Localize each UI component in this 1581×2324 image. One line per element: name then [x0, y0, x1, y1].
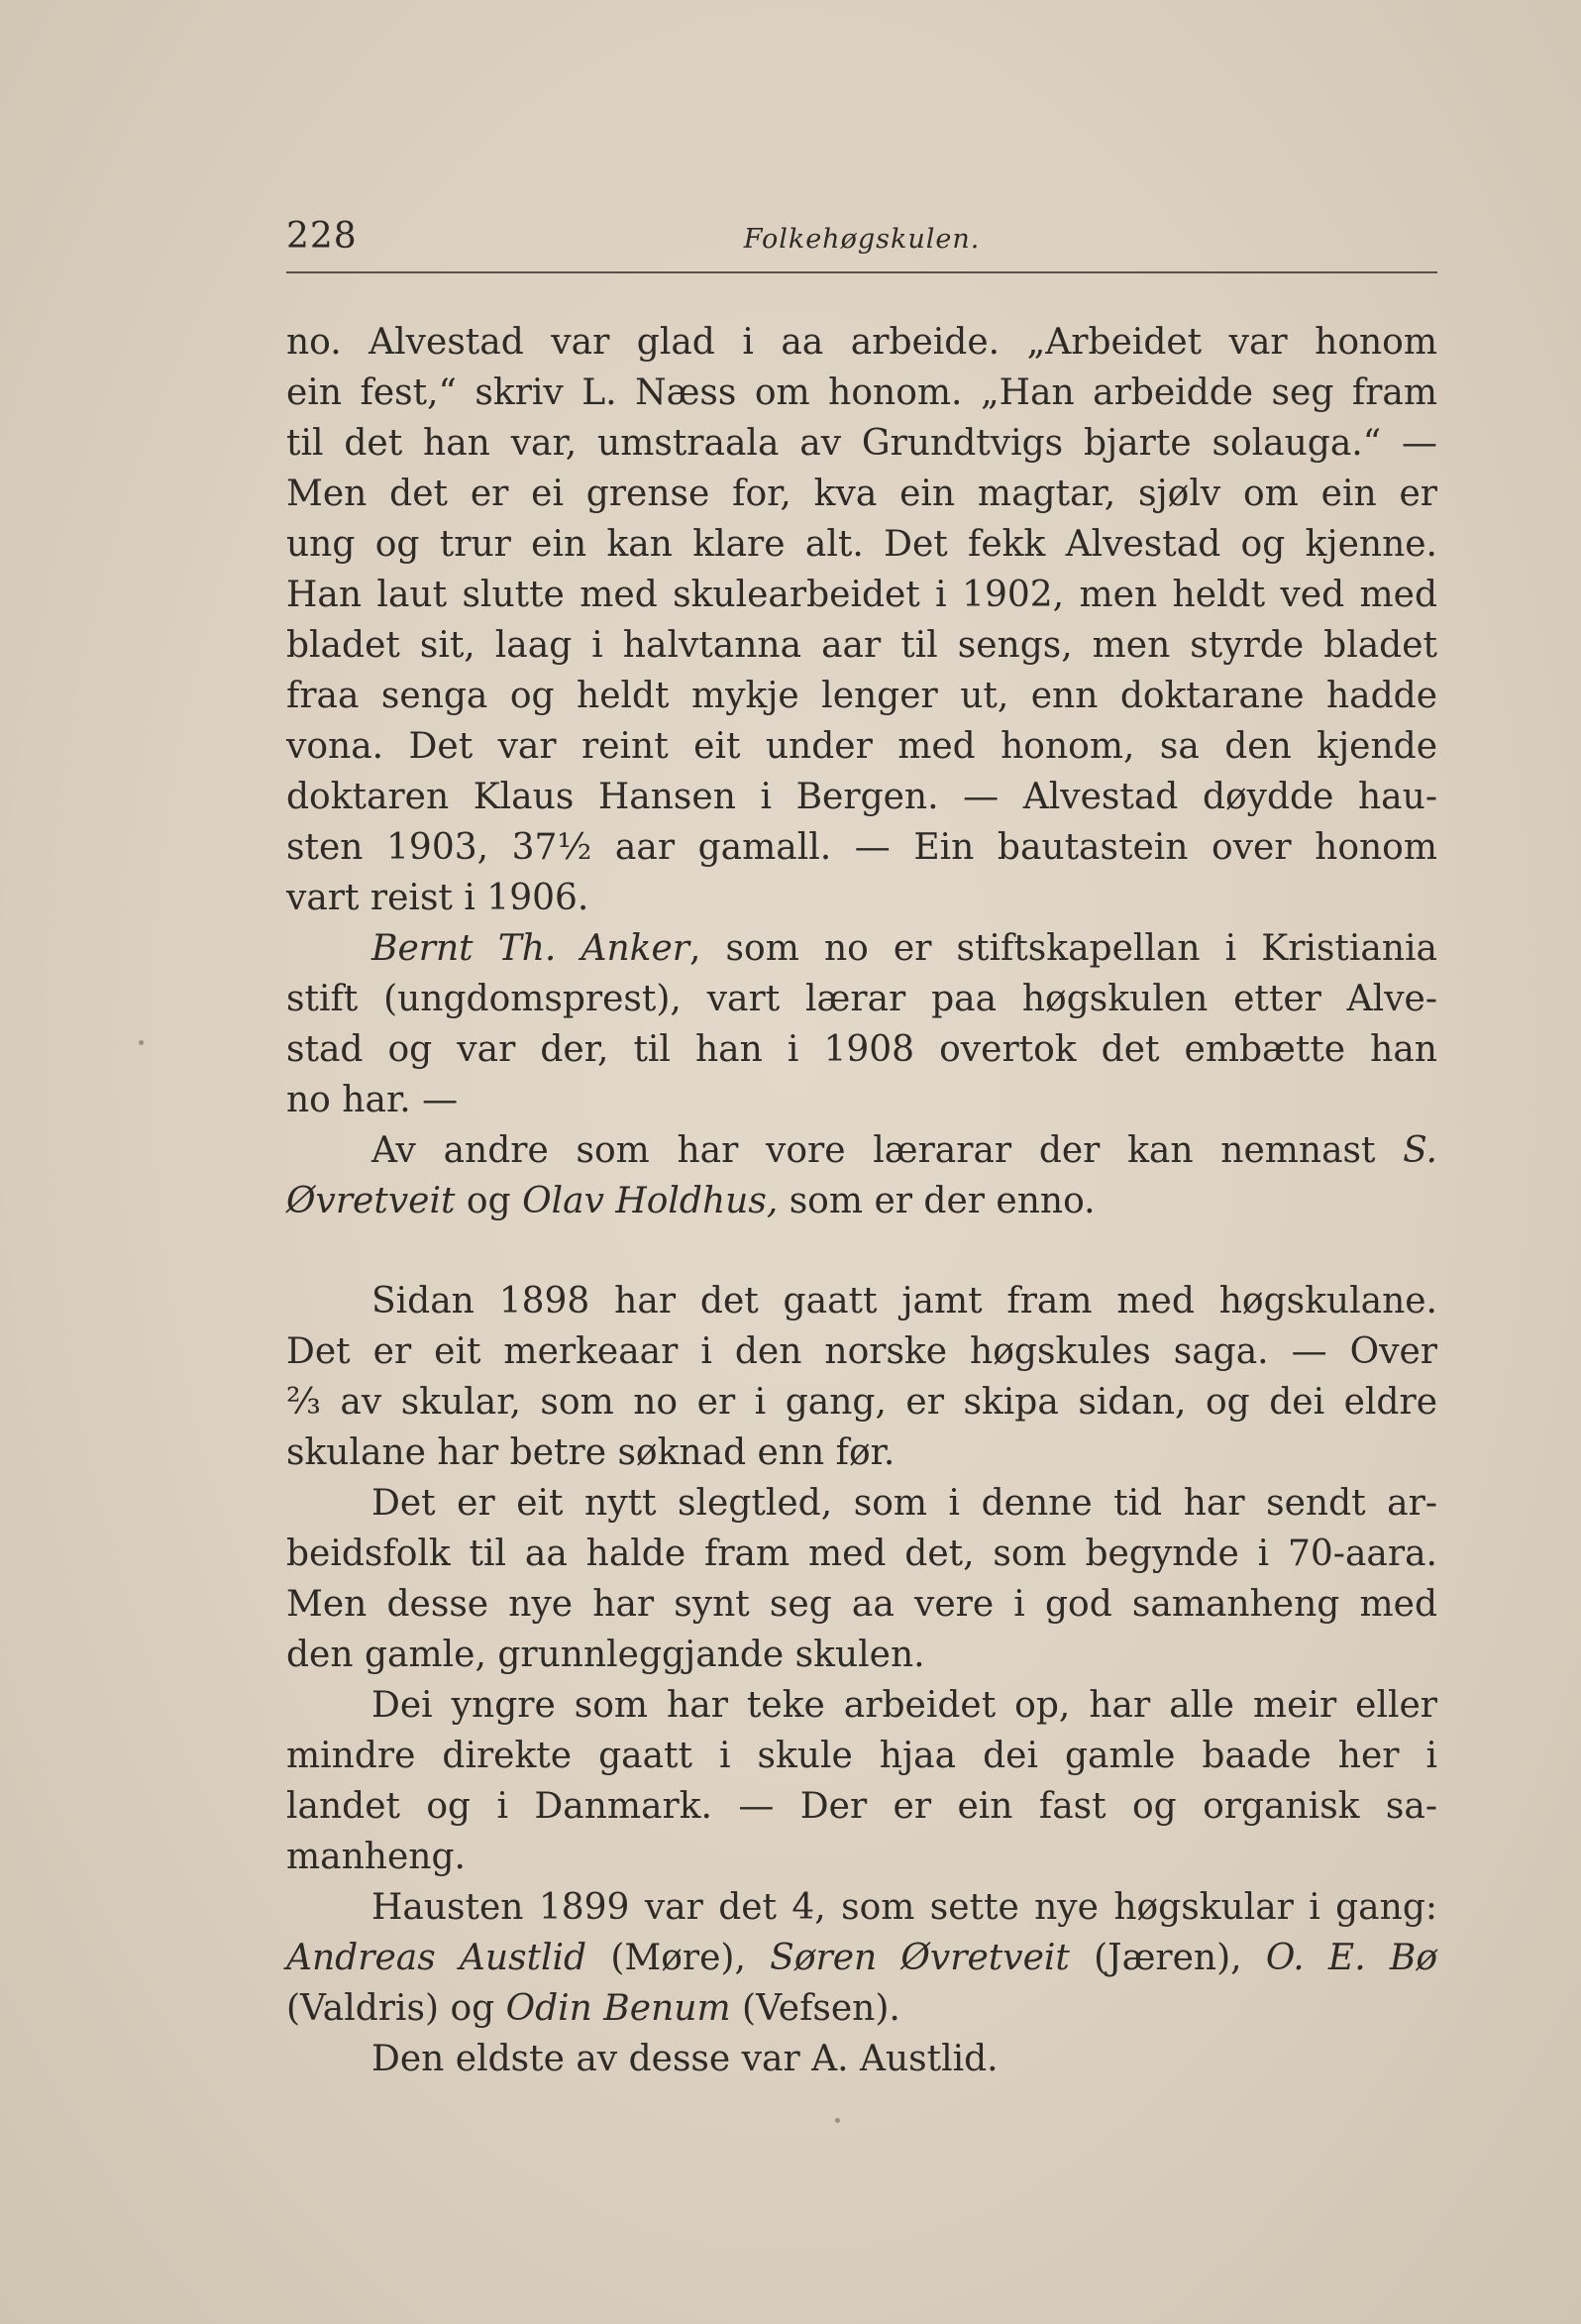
text-segment: Av andre som har vore lærarar der kan nemnast	[371, 1130, 1404, 1171]
section-gap	[286, 1226, 1437, 1276]
text-line: vart reist i 1906.	[286, 878, 589, 918]
text-line: Han laut slutte med skulearbeidet i 1902, men heldt ved med	[286, 575, 1437, 615]
person-name: Odin Benum	[505, 1988, 731, 2029]
paragraph-6	[286, 1680, 1437, 1882]
text-line: stift (ungdomsprest), vart lærar paa høgskulen etter Alve-	[286, 979, 1437, 1019]
text-line: skulane har betre søknad enn før.	[286, 1432, 896, 1473]
text-segment: (Jæren),	[1069, 1938, 1266, 1978]
text-segment: , som no er stiftskapellan i Kristiania	[689, 928, 1437, 969]
text-segment: som er der enno.	[778, 1181, 1096, 1221]
page-header	[286, 212, 1437, 267]
text-line: Det er eit merkeaar i den norske høgskules saga. — Over	[286, 1331, 1437, 1372]
text-segment: og	[455, 1181, 523, 1221]
text-line: til det han var, umstraala av Grundtvigs bjarte solauga.“ —	[286, 423, 1437, 464]
text-line: no. Alvestad var glad i aa arbeide. „Arbeidet var honom	[286, 322, 1437, 363]
running-title: Folkehøgskulen.	[743, 224, 981, 255]
text-segment: (Vefsen).	[730, 1988, 900, 2029]
text-line	[286, 1176, 1437, 1226]
page-number: 228	[286, 216, 358, 257]
body-text	[286, 317, 1437, 2084]
text-line: no har. —	[286, 1080, 459, 1120]
header-rule	[286, 271, 1437, 273]
text-line: doktaren Klaus Hansen i Bergen. — Alvestad døydde hau-	[286, 777, 1437, 817]
text-line: Sidan 1898 har det gaatt jamt fram med høgskulane.	[371, 1281, 1437, 1321]
person-name: Olav Holdhus,	[522, 1181, 779, 1221]
text-line: sten 1903, 37½ aar gamall. — Ein bautastein over honom	[286, 827, 1437, 868]
text-line	[286, 1983, 1437, 2034]
person-name: Søren Øvretveit	[770, 1938, 1070, 1978]
text-line: stad og var der, til han i 1908 overtok det embætte han	[286, 1029, 1437, 1070]
paragraph-4	[286, 1276, 1437, 1478]
person-name: O. E. Bø	[1265, 1938, 1437, 1978]
text-line: manheng.	[286, 1837, 466, 1877]
text-line: den gamle, grunnleggjande skulen.	[286, 1635, 925, 1675]
text-line: bladet sit, laag i halvtanna aar til sengs, men styrde bladet	[286, 625, 1437, 666]
text-line: ⅔ av skular, som no er i gang, er skipa sidan, og dei eldre	[286, 1382, 1437, 1423]
text-line: beidsfolk til aa halde fram med det, som begynde i 70-aara.	[286, 1533, 1437, 1574]
text-line: ein fest,“ skriv L. Næss om honom. „Han arbeidde seg fram	[286, 372, 1437, 413]
text-line: Hausten 1899 var det 4, som sette nye høgskular i gang:	[371, 1887, 1437, 1928]
text-line: Men desse nye har synt seg aa vere i god samanheng med	[286, 1584, 1437, 1625]
paragraph-2	[286, 923, 1437, 1125]
text-line	[286, 923, 1437, 974]
paragraph-1	[286, 317, 1437, 923]
paragraph-7	[286, 1882, 1437, 2034]
text-line: Det er eit nytt slegtled, som i denne tid har sendt ar-	[371, 1483, 1437, 1524]
person-name: Øvretveit	[286, 1181, 456, 1221]
text-line	[286, 1933, 1437, 1983]
text-line: mindre direkte gaatt i skule hjaa dei gamle baade her i	[286, 1736, 1437, 1776]
text-line: Den eldste av desse var A. Austlid.	[371, 2039, 999, 2079]
text-segment: (Møre),	[586, 1938, 771, 1978]
person-name: Andreas Austlid	[286, 1938, 587, 1978]
paragraph-5	[286, 1478, 1437, 1680]
text-line: ung og trur ein kan klare alt. Det fekk Alvestad og kjenne.	[286, 524, 1437, 565]
text-segment: (Valdris) og	[286, 1988, 506, 2029]
paragraph-3	[286, 1125, 1437, 1226]
paper-speck	[835, 2118, 840, 2123]
person-name: S.	[1403, 1130, 1437, 1171]
text-line: landet og i Danmark. — Der er ein fast og organisk sa-	[286, 1786, 1437, 1827]
person-name: Bernt Th. Anker	[371, 928, 689, 969]
paragraph-8	[286, 2034, 1437, 2084]
text-line: Men det er ei grense for, kva ein magtar, sjølv om ein er	[286, 474, 1437, 514]
text-line	[286, 1125, 1437, 1176]
text-line: vona. Det var reint eit under med honom, sa den kjende	[286, 726, 1437, 767]
paper-speck	[139, 1040, 144, 1045]
text-line: fraa senga og heldt mykje lenger ut, enn doktarane hadde	[286, 676, 1437, 716]
text-line: Dei yngre som har teke arbeidet op, har alle meir eller	[371, 1685, 1437, 1726]
